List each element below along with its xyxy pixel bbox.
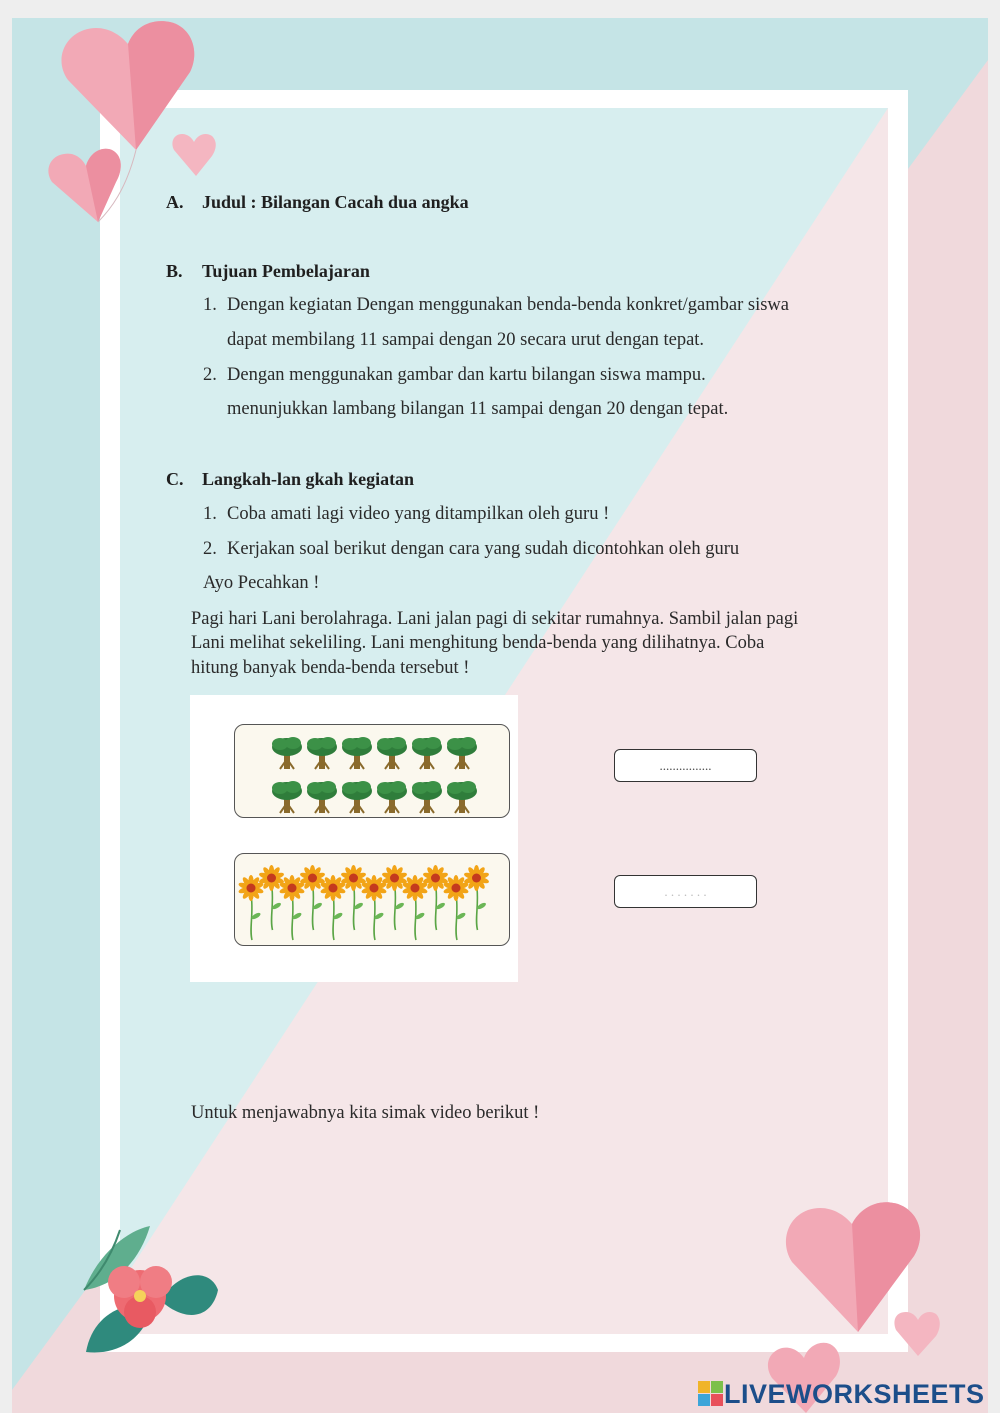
section-a-heading	[166, 192, 469, 213]
sunflower-icon	[320, 875, 346, 940]
sunflower-icon	[402, 875, 428, 940]
step-1-text: Coba amati lagi video yang ditampilkan oleh guru !	[227, 504, 610, 524]
sunflower-icon	[443, 875, 469, 940]
tree-group	[235, 725, 509, 817]
flower-counting-box	[234, 853, 510, 946]
objective-1-text: Dengan kegiatan Dengan menggunakan benda-benda konkret/gambar siswa	[227, 295, 789, 315]
section-c-title: Langkah-lan gkah kegiatan	[202, 469, 415, 489]
sunflower-icon	[279, 875, 305, 940]
tree-icon	[447, 737, 477, 769]
tree-icon	[307, 781, 337, 813]
sunflower-icon	[463, 865, 489, 930]
tree-icon	[342, 737, 372, 769]
counting-image-panel	[190, 695, 518, 982]
section-b-heading	[166, 261, 370, 282]
tree-icon	[447, 781, 477, 813]
ayo-pecahkan-heading: Ayo Pecahkan !	[203, 573, 320, 593]
closing-instruction: Untuk menjawabnya kita simak video berikut !	[191, 1103, 540, 1123]
tree-icon	[412, 781, 442, 813]
tree-icon	[342, 781, 372, 813]
objective-2-line-1	[203, 365, 706, 385]
step-2	[203, 539, 739, 559]
sunflower-icon	[381, 865, 407, 930]
liveworksheets-badge-icon	[698, 1381, 724, 1407]
section-a-letter: A.	[166, 192, 184, 212]
section-b-title: Tujuan Pembelajaran	[202, 261, 370, 281]
section-a-title: Judul : Bilangan Cacah dua angka	[202, 192, 469, 212]
objective-2-line-2: menunjukkan lambang bilangan 11 sampai dengan 20 dengan tepat.	[227, 399, 729, 419]
liveworksheets-logo[interactable]	[698, 1378, 985, 1410]
step-1-number: 1.	[203, 504, 217, 524]
flower-count-answer-input[interactable]	[614, 875, 757, 908]
story-line-1: Pagi hari Lani berolahraga. Lani jalan pagi di sekitar rumahnya. Sambil jalan pagi	[191, 609, 799, 629]
step-1	[203, 504, 609, 524]
section-b-letter: B.	[166, 261, 183, 281]
objective-2-number: 2.	[203, 365, 217, 385]
tree-icon	[412, 737, 442, 769]
objective-1-line-2: dapat membilang 11 sampai dengan 20 secara urut dengan tepat.	[227, 330, 705, 350]
objective-2-text: Dengan menggunakan gambar dan kartu bilangan siswa mampu.	[227, 365, 706, 385]
sunflower-icon	[258, 865, 284, 930]
objective-1-line-1	[203, 295, 789, 315]
story-line-2: Lani melihat sekeliling. Lani menghitung benda-benda yang dilihatnya. Coba	[191, 633, 765, 653]
tree-icon	[307, 737, 337, 769]
step-2-number: 2.	[203, 539, 217, 559]
sunflower-icon	[299, 865, 325, 930]
tree-counting-box	[234, 724, 510, 818]
flower-group	[235, 854, 509, 945]
step-2-text: Kerjakan soal berikut dengan cara yang sudah dicontohkan oleh guru	[227, 539, 740, 559]
story-line-3: hitung banyak benda-benda tersebut !	[191, 658, 470, 678]
tree-icon	[377, 781, 407, 813]
tree-count-answer-input[interactable]	[614, 749, 757, 782]
tree-icon	[272, 737, 302, 769]
sunflower-icon	[422, 865, 448, 930]
objective-1-number: 1.	[203, 295, 217, 315]
tree-icon	[272, 781, 302, 813]
sunflower-icon	[340, 865, 366, 930]
sunflower-icon	[361, 875, 387, 940]
tree-icon	[377, 737, 407, 769]
liveworksheets-logo-text: LIVEWORKSHEETS	[724, 1378, 985, 1409]
section-c-heading	[166, 469, 414, 490]
section-c-letter: C.	[166, 469, 184, 489]
sunflower-icon	[238, 875, 264, 940]
